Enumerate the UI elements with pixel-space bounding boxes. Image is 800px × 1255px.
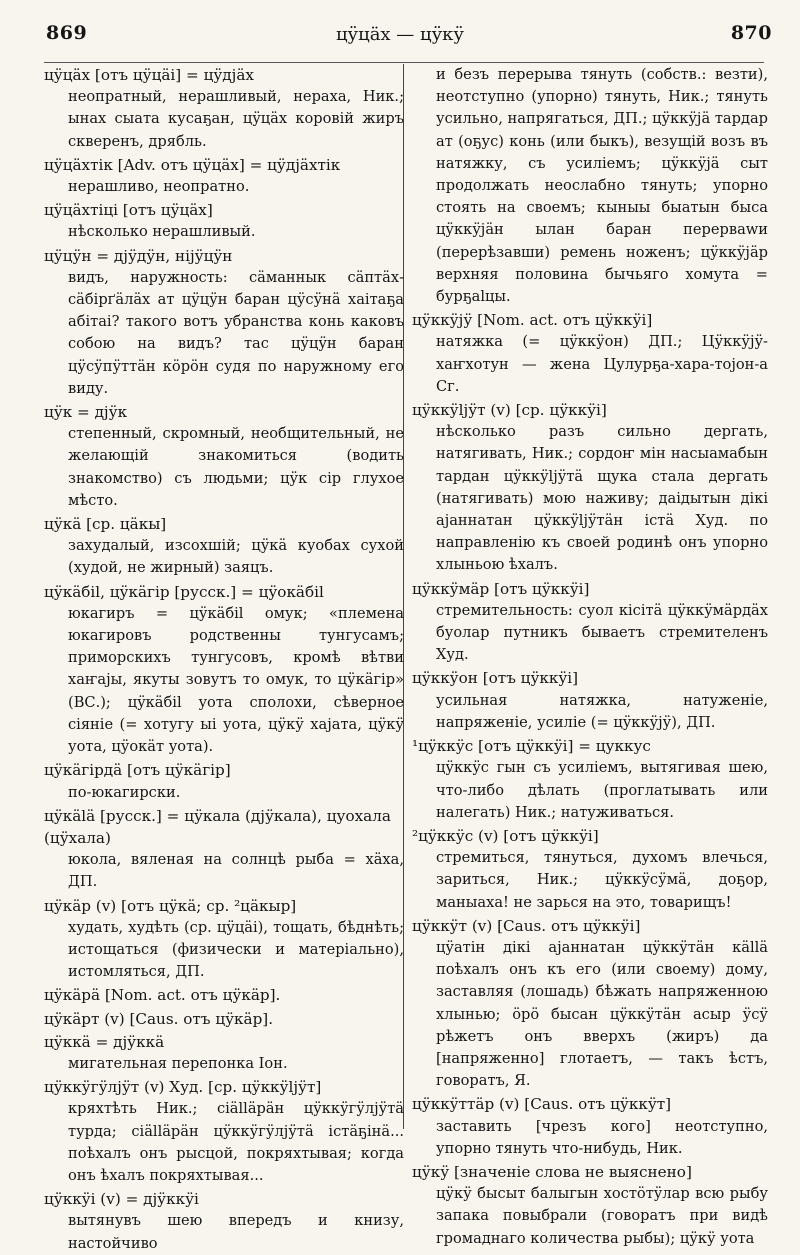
entry [412, 915, 768, 1093]
headword: цӱккӱон [отъ цӱккӱі] [412, 669, 579, 688]
definition: заставить [чрезъ кого] неотступно, упорно тянуть что-нибудь, Ник. [436, 1117, 768, 1157]
entry [412, 735, 768, 824]
entry [44, 581, 404, 759]
definition: по-юкагирски. [68, 783, 181, 801]
entry [44, 513, 404, 580]
entry [412, 667, 768, 734]
headword: цӱккӱт (v) [Caus. отъ цӱккӱі] [412, 916, 641, 935]
entry [44, 759, 404, 803]
definition: худать, худѣть (ср. цӱцӓі), тощать, бѣднѣть; истощаться (физически и матеріально), истомляться, ДП. [68, 918, 404, 981]
headword: ²цӱккӱс (v) [отъ цӱккӱі] [412, 826, 599, 845]
definition: стремительность: суол кісітӓ цӱккӱмӓрдӓх буолар путникъ бываетъ стремителенъ Худ. [436, 601, 768, 664]
entry [44, 984, 404, 1006]
headword: цӱккӱттӓр (v) [Caus. отъ цӱккӱт] [412, 1095, 672, 1114]
definition: нѣсколько нерашливый. [68, 223, 256, 241]
entry [412, 578, 768, 667]
headword: цӱцӓхтіці [отъ цӱцӓх] [44, 201, 213, 220]
headword: цӱк = дјӱк [44, 403, 128, 422]
definition: стремиться, тянуться, духомъ влечься, зариться, Ник.; цӱккӱсӱмӓ, доҕор, маныаха! не зарься на это, товарищъ! [436, 849, 768, 911]
entry [44, 1031, 404, 1075]
definition: цӱатін дікі аjаннатан цӱккӱтӓн кӓllӓ поѣхалъ онъ къ его (или своему) дому, заставляя (лошадь) бѣжать напряженною хлынью; ӧрӧ бысан цӱккӱтӓн асыр ӱсӱ рѣжетъ онъ вверхъ (жиръ) да [напряженно] глотаетъ, — такъ ѣстъ, говоратъ, Я. [436, 938, 768, 1090]
definition: вытянувъ шею впередъ и книзу, настойчиво [68, 1212, 404, 1252]
right-column [412, 64, 768, 1247]
definition: юкагиръ = цӱкӓбіl омук; «племена юкагировъ родственны тунгусамъ; приморскихъ тунгусовъ, кромѣ вѣтви хаҥаjы, якуты зовутъ то омук, то цӱкӓгір» (ВС.); цӱкӓбіl уота сполохи, сѣверное сіяніе (= хотугу ыі уота, цӱкӱ хаjата, цӱкӱ уота, цӱокӓт уота). [68, 604, 404, 756]
entry [412, 309, 768, 398]
entry [44, 154, 404, 198]
headword: цӱккӱі (v) = дјӱккӱі [44, 1190, 199, 1209]
entry [44, 805, 404, 894]
entry [44, 1076, 404, 1187]
entry [44, 1008, 404, 1030]
continued-definition: и безъ перерыва тянуть (собств.: везти), неотступно (упорно) тянуть, Ник.; тянуть усильно, напрягаться, ДП.; цӱккӱјӓ тардар ат (оҕус) конь (или быкъ), везущій возъ въ натяжку, съ усиліемъ; цӱккӱјӓ сыт продолжать неослабно тянуть; упорно стоять на своемъ; кыныы быатын быса цӱккӱјӓн ылан баран перерваwи (перерѣзавши) ремень ноженъ; цӱккӱjӓр верхняя половина бычьяго хомута = бурҕаlцы. [436, 66, 768, 306]
definition: юкола, вяленая на солнцѣ рыба = хӓха, ДП. [68, 851, 404, 891]
headword: цӱкӓбіl, цӱкӓгір [русск.] = цӱокӓбіl [44, 582, 324, 601]
entry [412, 1161, 768, 1250]
headword: цӱцӓх [отъ цӱцӓі] = цӱдјӓх [44, 66, 254, 84]
headword: цӱккӱlјӱт (v) [ср. цӱккӱі] [412, 401, 607, 420]
entry [44, 401, 404, 512]
definition: кряхтѣть Ник.; сіӓllӓрӓн цӱккӱгӱлјӱтӓ турда; сіӓllӓрӓн цӱккӱгӱлјӱтӓ істӓҕінӓ... поѣхалъ онъ рысцой, покряхтывая; когда онъ ѣхалъ покряхтывая... [68, 1100, 404, 1184]
headword: цӱкӓрт (v) [Caus. отъ цӱкӓр]. [44, 1009, 274, 1028]
entry [44, 895, 404, 984]
definition: мигательная перепонка Іон. [68, 1054, 288, 1072]
definition: неопратный, нерашливый, нерaxa, Ник.; ынах сыата кусаҕан, цӱцӓх коровій жиръ скверенъ, дрябль. [68, 88, 404, 150]
headword: цӱкӓр (v) [отъ цӱкӓ; ср. ²цӓкыр] [44, 896, 297, 915]
definition: цӱкӱ бысыт балыгын хостӧтӱлар всю рыбу запака повыбрали (говоратъ при видѣ громаднаго количества рыбы); цӱкӱ уота [436, 1185, 768, 1247]
entry [412, 399, 768, 577]
headword: цӱкӱ [значеніе слова не выяснено] [412, 1162, 692, 1181]
entry [412, 825, 768, 914]
headword: цӱцӱн = дјӱдӱн, ніјӱцӱн [44, 246, 233, 265]
headword: цӱкӓ [ср. цӓкы] [44, 515, 167, 534]
definition: цӱккӱс гын съ усиліемъ, вытягивая шею, что-либо дѣлать (проглатывать или налегать) Ник.; натуживаться. [436, 759, 768, 821]
left-column [44, 64, 404, 1252]
entry-continuation [412, 64, 768, 308]
headword: цӱцӓхтік [Adv. отъ цӱцӓх] = цӱдјӓхтік [44, 155, 341, 174]
entry [44, 199, 404, 243]
page-header [0, 0, 800, 60]
running-title: цӱцӓх — цӱкӱ [335, 24, 465, 45]
definition: нерашливо, неопратно. [68, 178, 250, 196]
definition: усильная натяжка, натуженіе, напряженіе, усиліе (= цӱккӱјӱ), ДП. [436, 691, 768, 731]
entry [44, 64, 404, 153]
entry [412, 1093, 768, 1160]
definition: натяжка (= цӱккӱон) ДП.; Цӱккӱјӱ-хаҥхотун — жена Цулурҕа-хара-тојон-а Сг. [436, 333, 768, 395]
headword: цӱккӱјӱ [Nom. act. отъ цӱккӱі] [412, 311, 653, 330]
entry [44, 1188, 404, 1255]
definition: нѣсколько разъ сильно дергать, натягивать, Ник.; сордоҥ мін насыамабын тардан цӱккӱlјӱтӓ щука стала дергать (натягивать) мою наживу; даідытын дікі аjаннатан цӱккӱlјӱтӓн істӓ Худ. по направленію къ своей родинѣ онъ упорно хлыньою ѣхалъ. [436, 423, 768, 574]
entry [44, 245, 404, 400]
definition: видъ, наружность: сӓманнык сӓптӓх-сӓбірґӓлӓх ат цӱцӱн баран цӱсӱнӓ хаітаҕа абітаі? такого вотъ убранства конь каковъ собою на видъ? тас цӱцӱн баран цӱсӱпӱттӓн кӧрӧн судя по наружному его виду. [68, 268, 404, 397]
headword: цӱкӓlӓ [русск.] = цӱкала (дјӱкала), цуохала (цӱхала) [44, 806, 391, 847]
definition: захудалый, изсохшій; цӱкӓ куобах сухой (худой, не жирный) заяцъ. [68, 537, 404, 577]
page-number-right: 870 [730, 22, 772, 44]
headword: цӱккӓ = дјӱккӓ [44, 1032, 165, 1051]
headword: цӱккӱмӓр [отъ цӱккӱі] [412, 579, 590, 598]
headword: цӱккӱгӱлјӱт (v) Худ. [ср. цӱккӱlјӱт] [44, 1078, 322, 1097]
headword: цӱкӓгірдӓ [отъ цӱкӓгір] [44, 761, 231, 780]
page-number-left: 869 [46, 22, 88, 44]
definition: степенный, скромный, необщительный, не желающій знакомиться (водить знакомство) съ людьми; цӱк сір глухое мѣсто. [68, 425, 404, 509]
headword: цӱкӓрӓ [Nom. act. отъ цӱкӓр]. [44, 986, 281, 1005]
header-rule [44, 62, 764, 63]
headword: ¹цӱккӱс [отъ цӱккӱі] = цуккус [412, 737, 651, 756]
